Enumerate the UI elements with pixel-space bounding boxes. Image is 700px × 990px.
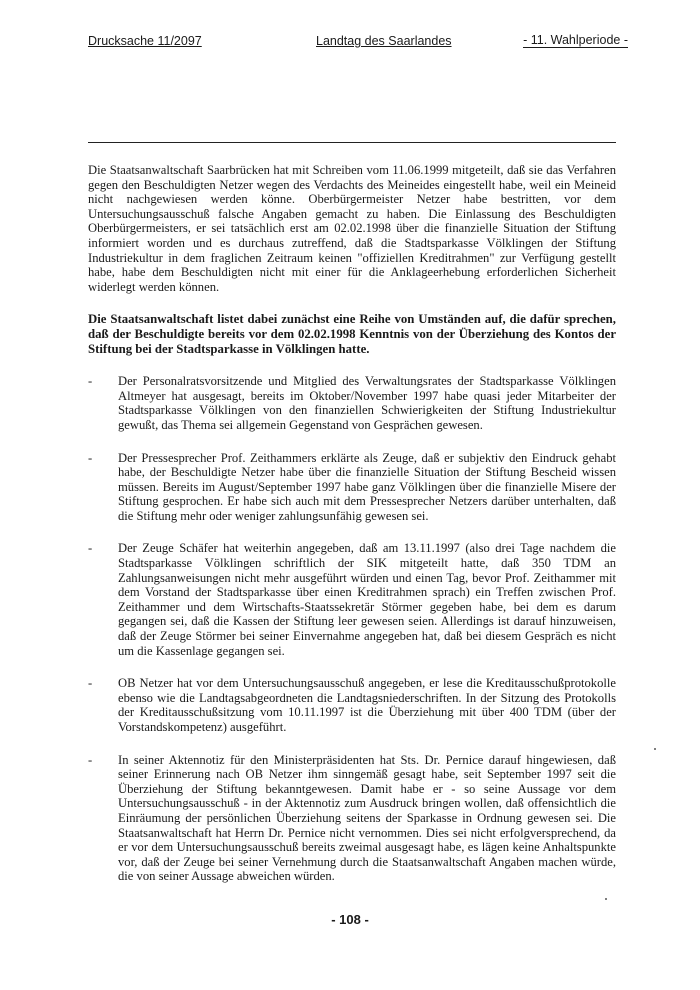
- list-item-text: Der Pressesprecher Prof. Zeithammers erklärte als Zeuge, daß er subjektiv den Eindruck gehabt habe, der Beschuldigte Netzer habe über die finanzielle Situation der Stiftung Bescheid wissen müssen. Bereits im August/September 1997 habe ganz Völklingen über die finanzielle Misere der Stiftung gesprochen. Er habe sich auch mit dem Pressesprecher Netzers darüber unterhalten, daß die Stiftung mehr oder weniger zahlungsunfähig gewesen sei.: [118, 450, 616, 523]
- intro-paragraph: Die Staatsanwaltschaft Saarbrücken hat mit Schreiben vom 11.06.1999 mitgeteilt, daß sie das Verfahren gegen den Beschuldigten Netzer wegen des Verdachts des Meineides eingestellt habe, weil ein Meineid nicht nachgewiesen werden könne. Oberbürgermeister Netzer habe bestritten, vor dem Untersuchungsausschuß falsche Angaben gemacht zu haben. Die Einlassung des Beschuldigten Oberbürgermeisters, er sei tatsächlich erst am 02.02.1998 über die finanzielle Situation der Stiftung informiert worden und es durchaus zutreffend, daß die Stadtsparkasse Völklingen der Stiftung Industriekultur in dem fraglichen Zeitraum keinen "offiziellen Kreditrahmen" zur Verfügung gestellt habe, habe dem Beschuldigten nicht mit einer für die Anklageerhebung erforderlichen Sicherheit widerlegt werden können.: [88, 163, 616, 294]
- list-item-text: OB Netzer hat vor dem Untersuchungsausschuß angegeben, er lese die Kreditausschußprotokolle ebenso wie die Landtagsabgeordneten die Landtagsniederschriften. In der Sitzung des Protokolls der Kreditausschußsitzung vom 10.11.1997 ist die Überziehung mit über 400 TDM (über der Vorstandskompetenz) ausgeführt.: [118, 676, 616, 734]
- header-document-number: Drucksache 11/2097: [88, 34, 202, 48]
- scan-speck: [654, 748, 656, 750]
- list-dash: -: [88, 374, 93, 389]
- document-body: [88, 163, 616, 902]
- list-dash: -: [88, 450, 93, 465]
- list-item: [88, 676, 616, 734]
- list-item-text: Der Personalratsvorsitzende und Mitglied des Verwaltungsrates der Stadtsparkasse Völklingen Altmeyer hat ausgesagt, bereits im Oktober/November 1997 habe quasi jeder Mitarbeiter der Stadtsparkasse Völklingen von den finanziellen Schwierigkeiten der Stiftung Industriekultur gewußt, das Thema sei allgemein Gegenstand von Gesprächen gewesen.: [118, 374, 616, 432]
- page-number: - 108 -: [331, 912, 369, 927]
- page-header: [88, 28, 628, 50]
- header-divider: [88, 142, 616, 143]
- list-item: [88, 374, 616, 432]
- scan-speck: [605, 898, 607, 900]
- header-institution: Landtag des Saarlandes: [316, 34, 452, 48]
- list-item: [88, 541, 616, 658]
- lead-paragraph: Die Staatsanwaltschaft listet dabei zunächst eine Reihe von Umständen auf, die dafür sprechen, daß der Beschuldigte bereits vor dem 02.02.1998 Kenntnis von der Überziehung des Kontos der Stiftung bei der Stadtsparkasse in Völklingen hatte.: [88, 312, 616, 356]
- list-item-text: In seiner Aktennotiz für den Ministerpräsidenten hat Sts. Dr. Pernice darauf hingewiesen, daß seiner Erinnerung nach OB Netzer ihm sinngemäß gesagt habe, seit September 1997 seit die Überziehung der Stiftung bekanntgewesen. Damit habe er - so seine Aussage vor dem Untersuchungsausschuß - in der Aktennotiz zum Ausdruck bringen wollen, daß offensichtlich die Einräumung der persönlichen Überziehung seitens der Sparkasse in Ordnung gewesen sei. Die Staatsanwaltschaft hat Herrn Dr. Pernice nicht vernommen. Dies sei nicht erfolgversprechend, da er vor dem Untersuchungsausschuß bereits zweimal ausgesagt habe, es lägen keine Anhaltspunkte vor, daß der Zeuge bei seiner Vernehmung durch die Staatsanwaltschaft Angaben machen würde, die von seiner Aussage abweichen würden.: [118, 752, 616, 884]
- header-period: - 11. Wahlperiode -: [523, 33, 628, 47]
- list-item-text: Der Zeuge Schäfer hat weiterhin angegeben, daß am 13.11.1997 (also drei Tage nachdem die Stadtsparkasse Völklingen schriftlich der SIK mitgeteilt hatte, daß 350 TDM an Zahlungsanweisungen nicht mehr ausgeführt würden und einen Tag, bevor Prof. Zeithammer mit dem Vorstand der Stadtsparkasse über einen Kreditrahmen sprach) ein Treffen zwischen Prof. Zeithammer und dem Wirtschafts-Staatssekretär Störmer gegeben habe, bei dem es darum gegangen sei, daß die Kassen der Stiftung leer gewesen seien. Allerdings ist darauf hinzuweisen, daß der Zeuge Störmer bei seiner Einvernahme angegeben hat, daß bei diesem Gespräch es nicht um die Kassenlage gegangen sei.: [118, 541, 616, 658]
- list-item: [88, 753, 616, 884]
- list-item: [88, 451, 616, 524]
- list-dash: -: [88, 752, 93, 767]
- list-dash: -: [88, 676, 93, 691]
- list-dash: -: [88, 541, 93, 556]
